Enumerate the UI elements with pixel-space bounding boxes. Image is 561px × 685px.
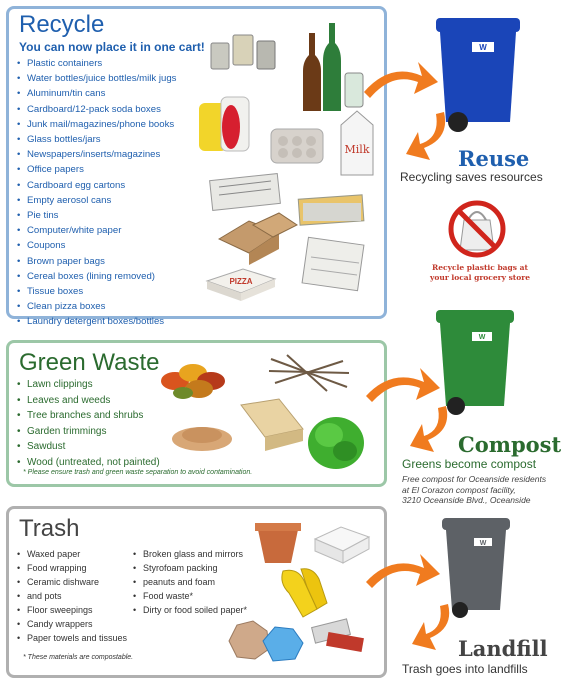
recycle-subtitle: You can now place it in one cart! xyxy=(19,40,205,54)
recycle-list-item: • Glass bottles/jars xyxy=(17,132,176,147)
recycle-list-item: • Cereal boxes (lining removed) xyxy=(17,269,176,284)
recycle-list-item: • Office papers xyxy=(17,162,176,177)
compost-green-bin xyxy=(430,306,520,416)
pizza-label: PIZZA xyxy=(229,277,253,286)
recycle-list-item: • Coupons xyxy=(17,238,176,253)
green-waste-list-item: • Wood (untreated, not painted) xyxy=(17,455,160,471)
trash-list-item: • Candy wrappers xyxy=(17,617,127,631)
mail-bundle-image xyxy=(299,231,369,295)
plastic-bag-caption-line-2: your local grocery store xyxy=(430,273,530,282)
leaves-image xyxy=(155,351,239,405)
plastic-bag-caption xyxy=(415,263,545,283)
landfill-down-arrow-icon xyxy=(406,600,462,656)
magazines-image xyxy=(297,189,367,229)
candy-wrappers-image xyxy=(307,613,371,659)
recycle-list-item: • Water bottles/juice bottles/milk jugs xyxy=(17,71,176,86)
trash-note: * These materials are compostable. xyxy=(23,654,134,661)
trash-list-item: • peanuts and foam xyxy=(133,575,247,589)
reuse-down-arrow-icon xyxy=(400,108,460,168)
trash-to-landfill-arrow-icon xyxy=(362,548,442,596)
egg-carton-image xyxy=(267,121,327,171)
reuse-bin-logo: W xyxy=(479,43,487,52)
milk-carton-image xyxy=(337,107,377,177)
green-waste-list-item: • Sawdust xyxy=(17,439,160,455)
clay-pot-image xyxy=(253,519,303,567)
milk-label: Milk xyxy=(344,143,370,156)
compost-note-line-1: Free compost for Oceanside residents xyxy=(402,474,547,484)
trash-list-item: • Styrofoam packing xyxy=(133,561,247,575)
green-waste-note: * Please ensure trash and green waste separation to avoid contamination. xyxy=(23,469,253,476)
pizza-box-image xyxy=(203,265,279,305)
compost-subtitle: Greens become compost xyxy=(402,457,537,471)
green-waste-list-item: • Tree branches and shrubs xyxy=(17,408,160,424)
trash-list-item: • Food wrapping xyxy=(17,561,127,575)
trash-list-item: • Broken glass and mirrors xyxy=(133,547,247,561)
reuse-subtitle: Recycling saves resources xyxy=(400,170,543,184)
landfill-title: Landfill xyxy=(458,636,548,661)
green-waste-list-item: • Lawn clippings xyxy=(17,377,160,393)
trash-list-column-2 xyxy=(133,547,247,617)
no-plastic-bags-icon xyxy=(446,198,508,260)
trash-list-item: • Dirty or food soiled paper* xyxy=(133,603,247,617)
trash-list-column-1 xyxy=(17,547,127,645)
recycle-list-item: • Computer/white paper xyxy=(17,223,176,238)
sawdust-image xyxy=(169,417,235,453)
trash-list-item: • Ceramic dishware xyxy=(17,575,127,589)
recycle-list-item: • Laundry detergent boxes/bottles xyxy=(17,314,176,329)
recycle-list-item: • Plastic containers xyxy=(17,56,176,71)
recycle-list-item: • Empty aerosol cans xyxy=(17,193,176,208)
recycle-list xyxy=(17,56,176,330)
reuse-title: Reuse xyxy=(458,146,530,171)
compost-note xyxy=(402,474,547,506)
trash-title: Trash xyxy=(19,515,80,542)
recycle-list-item: • Junk mail/magazines/phone books xyxy=(17,117,176,132)
recycle-list-item: • Pie tins xyxy=(17,208,176,223)
plastic-jugs-image xyxy=(195,87,265,157)
compost-note-line-3: 3210 Oceanside Blvd., Oceanside xyxy=(402,495,531,505)
compost-title: Compost xyxy=(458,432,561,457)
compost-down-arrow-icon xyxy=(404,402,460,458)
plastic-bag-caption-line-1: Recycle plastic bags at xyxy=(432,263,528,272)
trash-list-item: • Food waste* xyxy=(133,589,247,603)
landfill-subtitle: Trash goes into landfills xyxy=(402,662,528,676)
compost-note-line-2: at El Corazon compost facility, xyxy=(402,484,516,495)
recycle-list-item: • Tissue boxes xyxy=(17,284,176,299)
compost-bin-logo: W xyxy=(478,334,486,341)
trash-list-item: • and pots xyxy=(17,589,127,603)
grass-clippings-image xyxy=(305,405,367,475)
trash-list-item: • Waxed paper xyxy=(17,547,127,561)
cardboard-boxes-image xyxy=(213,209,299,265)
recycle-list-item: • Aluminum/tin cans xyxy=(17,86,176,101)
recycle-panel xyxy=(6,6,387,328)
green-waste-panel xyxy=(6,340,387,487)
recycle-title: Recycle xyxy=(19,11,105,38)
green-waste-list-item: • Leaves and weeds xyxy=(17,393,160,409)
trash-panel xyxy=(6,506,387,678)
green-waste-title: Green Waste xyxy=(19,349,160,376)
trash-list-item: • Floor sweepings xyxy=(17,603,127,617)
newspapers-image xyxy=(205,167,285,212)
green-waste-list xyxy=(17,377,160,470)
recycle-list-item: • Cardboard/12-pack soda boxes xyxy=(17,102,176,117)
plastic-wrap-image xyxy=(257,621,307,665)
branches-image xyxy=(267,353,351,393)
trash-list-item: • Paper towels and tissues xyxy=(17,631,127,645)
landfill-bin-logo: W xyxy=(479,540,487,547)
recycle-list-item: • Brown paper bags xyxy=(17,254,176,269)
wood-planks-image xyxy=(233,395,305,459)
recycle-list-item: • Cardboard egg cartons xyxy=(17,178,176,193)
recycle-list-item: • Newspapers/inserts/magazines xyxy=(17,147,176,162)
green-waste-list-item: • Garden trimmings xyxy=(17,424,160,440)
recycle-list-item: • Clean pizza boxes xyxy=(17,299,176,314)
